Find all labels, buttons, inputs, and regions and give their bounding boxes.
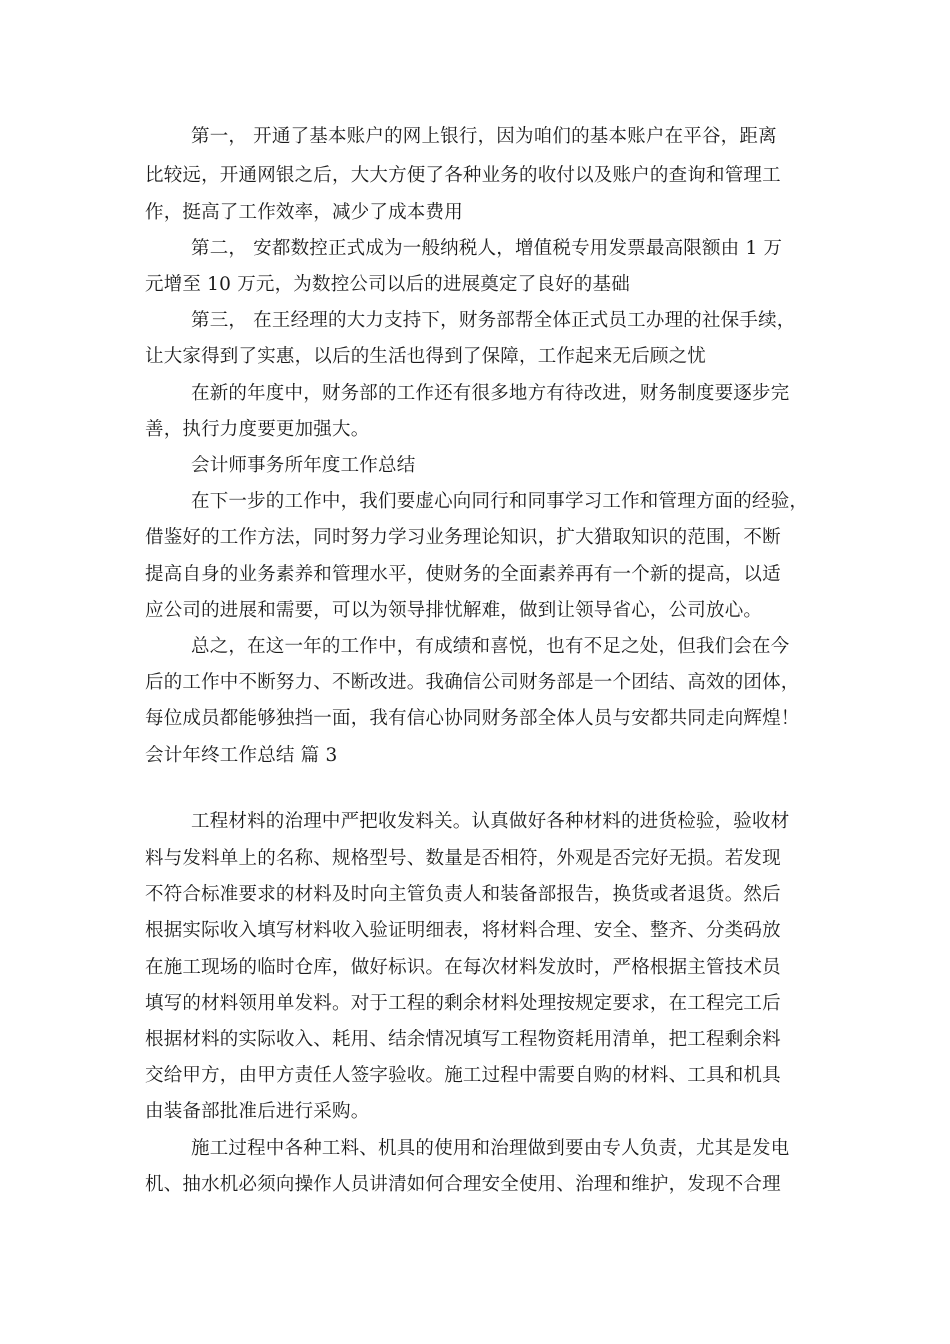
- paragraph-3-line-1: 第三， 在王经理的大力支持下，财务部帮全体正式员工办理的社保手续，: [191, 310, 796, 331]
- paragraph-7-line-5: 在施工现场的临时仓库，做好标识。在每次材料发放时，严格根据主管技术员: [145, 957, 781, 978]
- section-heading: 会计师事务所年度工作总结: [191, 455, 416, 476]
- paragraph-5-line-3: 提高自身的业务素养和管理水平，使财务的全面素养再有一个新的提高，以适: [145, 564, 781, 585]
- paragraph-6-line-1: 总之，在这一年的工作中，有成绩和喜悦，也有不足之处，但我们会在今: [191, 636, 790, 657]
- paragraph-7-line-4: 根据实际收入填写材料收入验证明细表，将材料合理、安全、整齐、分类码放: [145, 920, 781, 941]
- paragraph-8-line-2: 机、抽水机必须向操作人员讲清如何合理安全使用、治理和维护，发现不合理: [145, 1174, 781, 1195]
- paragraph-5-line-1: 在下一步的工作中，我们要虚心向同行和同事学习工作和管理方面的经验，: [191, 491, 809, 512]
- paragraph-8-line-1: 施工过程中各种工料、机具的使用和治理做到要由专人负责，尤其是发电: [191, 1138, 790, 1159]
- paragraph-1-line-2: 比较远，开通网银之后，大大方便了各种业务的收付以及账户的查询和管理工: [145, 165, 781, 186]
- paragraph-5-line-2: 借鉴好的工作方法，同时努力学习业务理论知识，扩大猎取知识的范围，不断: [145, 527, 781, 548]
- paragraph-7-line-6: 填写的材料领用单发料。对于工程的剩余材料处理按规定要求，在工程完工后: [145, 993, 781, 1014]
- paragraph-7-line-2: 料与发料单上的名称、规格型号、数量是否相符，外观是否完好无损。若发现: [145, 848, 781, 869]
- paragraph-4-line-2: 善，执行力度要更加强大。: [145, 419, 370, 440]
- paragraph-7-line-3: 不符合标准要求的材料及时向主管负责人和装备部报告，换货或者退货。然后: [145, 884, 781, 905]
- paragraph-6-line-3: 每位成员都能够独挡一面，我有信心协同财务部全体人员与安都共同走向辉煌！: [145, 708, 800, 729]
- paragraph-1-line-3: 作，挺高了工作效率，减少了成本费用: [145, 202, 463, 223]
- paragraph-1-line-1: 第一， 开通了基本账户的网上银行，因为咱们的基本账户在平谷，距离: [191, 126, 777, 147]
- paragraph-4-line-1: 在新的年度中，财务部的工作还有很多地方有待改进，财务制度要逐步完: [191, 383, 790, 404]
- paragraph-7-line-8: 交给甲方，由甲方责任人签字验收。施工过程中需要自购的材料、工具和机具: [145, 1065, 781, 1086]
- paragraph-6-line-2: 后的工作中不断努力、不断改进。我确信公司财务部是一个团结、高效的团体，: [145, 672, 800, 693]
- paragraph-7-line-7: 根据材料的实际收入、耗用、结余情况填写工程物资耗用清单，把工程剩余料: [145, 1029, 781, 1050]
- paragraph-2-line-1: 第二， 安都数控正式成为一般纳税人，增值税专用发票最高限额由 1 万: [191, 238, 783, 259]
- paragraph-7-line-9: 由装备部批准后进行采购。: [145, 1101, 370, 1122]
- article-title: 会计年终工作总结 篇 3: [145, 745, 338, 766]
- paragraph-2-line-2: 元增至 10 万元，为数控公司以后的进展奠定了良好的基础: [145, 274, 630, 295]
- paragraph-5-line-4: 应公司的进展和需要，可以为领导排忧解难，做到让领导省心，公司放心。: [145, 600, 763, 621]
- paragraph-7-line-1: 工程材料的治理中严把收发料关。认真做好各种材料的进货检验，验收材: [191, 811, 790, 832]
- paragraph-3-line-2: 让大家得到了实惠，以后的生活也得到了保障，工作起来无后顾之忧: [145, 346, 707, 367]
